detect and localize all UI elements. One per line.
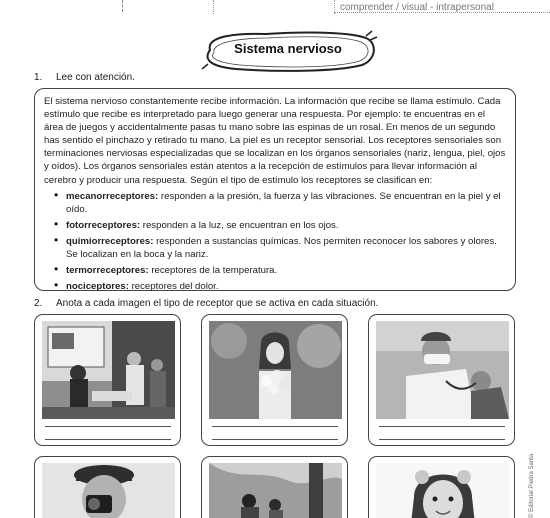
ambulance-rescue-photo [42, 321, 175, 419]
question-instruction: Anota a cada imagen el tipo de receptor que se activa en cada situación. [56, 298, 379, 309]
firefighters-photo [209, 463, 342, 518]
receptor-term: fotorreceptores: [66, 219, 141, 231]
answer-line[interactable] [212, 426, 338, 427]
woman-smelling-flowers-photo [209, 321, 342, 419]
reading-box [34, 88, 516, 291]
title-badge [196, 28, 380, 74]
receptor-list [44, 190, 506, 294]
page-title: Sistema nervioso [234, 41, 342, 56]
receptor-description-continuation: Se localizan en la boca y la nariz. [66, 249, 209, 261]
receptor-term: quimiorreceptores: [66, 235, 154, 247]
image-card [34, 456, 181, 518]
answer-line[interactable] [379, 426, 505, 427]
receptor-description: receptores del dolor. [128, 281, 219, 293]
reading-paragraph: El sistema nervioso constantemente recibe información. La información que recibe se llama estímulo. Cada estímulo que recibe es interpretado para luego generar una respuesta. Por ejemplo: te encuentras en el área de juegos y accidentalmente pasas tu mano sobre las espinas de un rosal. En menos de un segundo has sentido el pinchazo y retirado tu mano. La piel es un receptor sensorial. Los receptores sensoriales son terminaciones nerviosas especializadas que se localizan en los órganos sensoriales (nariz, lengua, piel, ojos y oídos). Los órganos sensoriales están atentos a la recepción de estímulos para llevar información al cerebro y producir una respuesta. Según el tipo de estímulo los receptores se clasifican en: [44, 96, 506, 186]
publisher-credit [520, 440, 535, 518]
answer-line[interactable] [45, 426, 171, 427]
answer-line[interactable] [379, 439, 505, 440]
receptor-term: termorreceptores: [66, 265, 149, 277]
list-item [54, 219, 506, 232]
question-number: 1. [34, 72, 43, 83]
question-number: 2. [34, 298, 43, 309]
receptor-description: responden a la luz, se encuentran en los ojos. [140, 219, 339, 231]
image-card [368, 456, 515, 518]
image-card [201, 314, 348, 446]
man-with-camera-photo [42, 463, 175, 518]
page-header-strip [0, 0, 550, 16]
list-item [54, 280, 506, 293]
question-instruction: Lee con atención. [56, 72, 135, 83]
list-item [54, 235, 506, 261]
dentist-checkup-photo [376, 321, 509, 419]
girl-with-lollipop-photo [376, 463, 509, 518]
receptor-term: mecanorreceptores: [66, 190, 159, 202]
receptor-description: responden a la presión, la fuerza y las vibraciones. Se encuentran en la piel y el oído. [66, 190, 501, 215]
skills-label: comprender / visual - intrapersonal [340, 2, 494, 13]
cut-line [122, 0, 124, 12]
receptor-term: nociceptores: [66, 281, 129, 293]
image-card [34, 314, 181, 446]
image-card [368, 314, 515, 446]
receptor-description: responden a sustancias químicas. Nos permiten reconocer los sabores y olores. [153, 235, 497, 247]
divider-line [213, 0, 215, 14]
list-item [54, 264, 506, 277]
answer-line[interactable] [212, 439, 338, 440]
receptor-description: receptores de la temperatura. [148, 265, 278, 277]
image-card [201, 456, 348, 518]
answer-line[interactable] [45, 439, 171, 440]
list-item [54, 190, 506, 216]
publisher-credit-text: © Editorial Piedra Santa [529, 453, 535, 518]
